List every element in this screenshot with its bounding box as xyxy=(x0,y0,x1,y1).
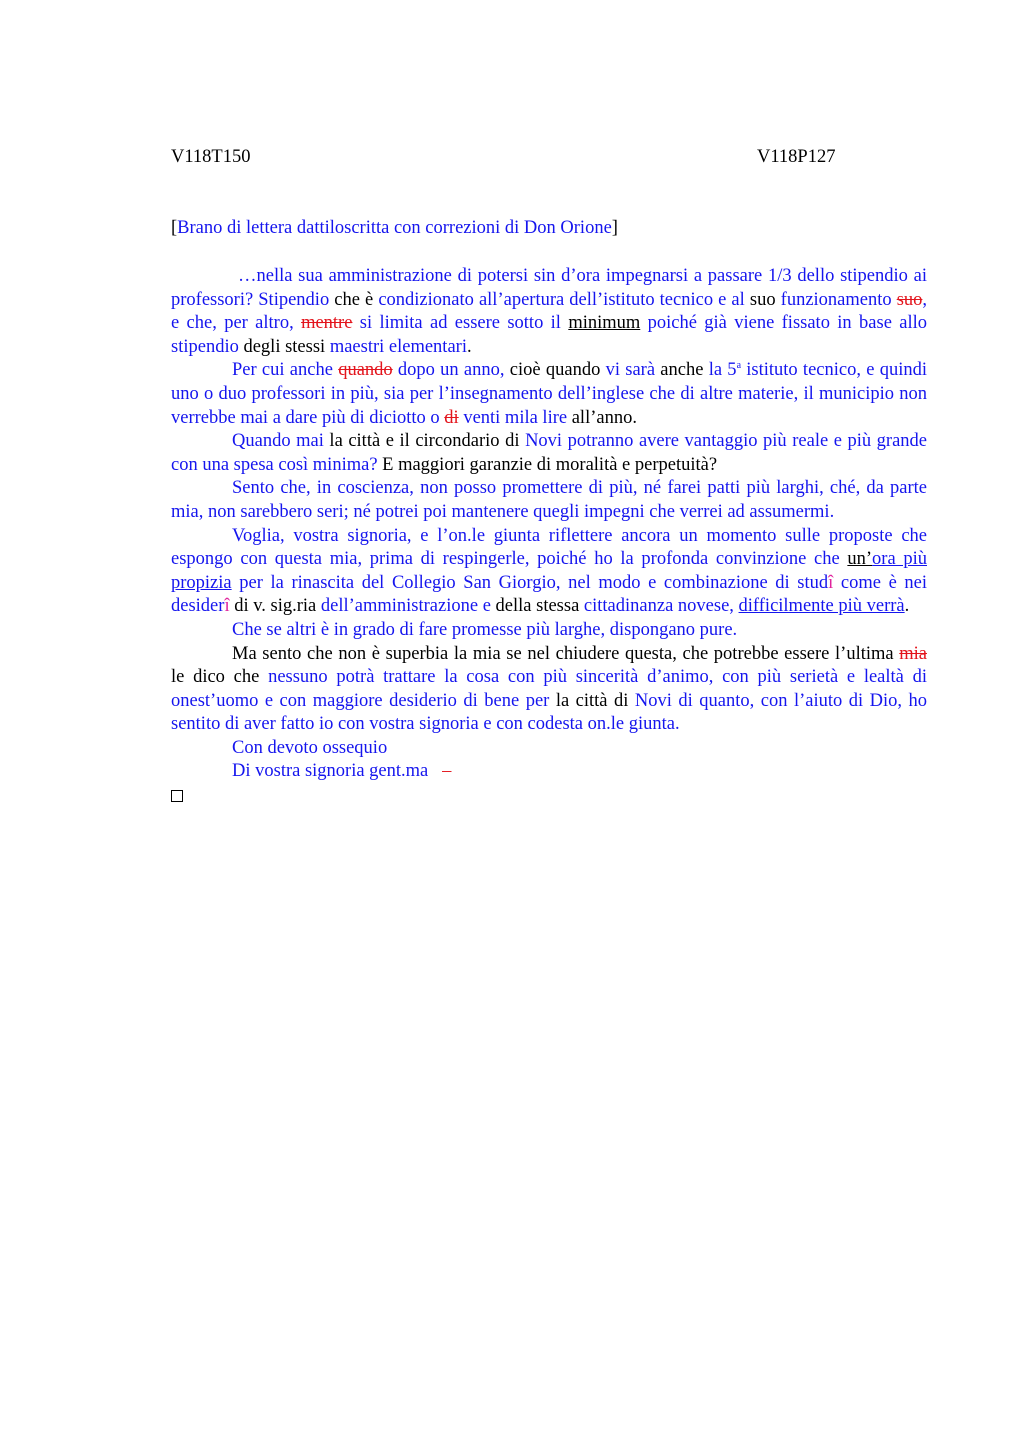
letter-body xyxy=(171,265,927,810)
text-span: della stessa xyxy=(490,596,584,617)
paragraph-2 xyxy=(171,359,927,430)
closing-line-1: Con devoto ossequio xyxy=(232,737,388,758)
text-span: maestri elementari xyxy=(329,336,467,357)
underlined-word: minimum xyxy=(568,313,641,334)
underlined-word: un’ xyxy=(847,549,873,570)
text-span: Novi di quanto, con l’aiuto di Dio, ho sentito di aver fatto io con vostra signoria e con codesta on.le giunta. xyxy=(171,690,927,735)
text-span: …nella sua amministrazione di potersi sin d’ora impegnarsi a passare 1/3 dello stipendio ai professori? Stipendio xyxy=(171,266,927,310)
text-span: che è xyxy=(329,289,379,310)
paragraph-6 xyxy=(171,619,927,643)
text-span: Che se altri è in grado di fare promesse più larghe, dispongano pure. xyxy=(232,619,738,640)
end-box-icon xyxy=(171,790,183,802)
superscript: a xyxy=(736,360,742,372)
red-dash: – xyxy=(442,761,452,782)
text-span: Voglia, vostra signoria, e l’on.le giunta riflettere ancora un momento sulle proposte che espongo con questa mia, prima di respingerle, poiché ho la profonda convinzione che xyxy=(171,525,927,570)
underlined-phrase: difficilmente più verrà xyxy=(738,596,905,617)
text-span: la città e il circondario di xyxy=(323,431,526,452)
deleted-word: suo xyxy=(896,289,923,310)
text-span: poiché già viene fissato in base allo stipendio xyxy=(171,313,927,357)
deleted-word: mentre xyxy=(301,313,353,334)
text-span: degli stessi xyxy=(238,336,330,357)
header-right-code: V118P127 xyxy=(757,147,836,167)
text-span: Per cui anche xyxy=(232,360,339,381)
text-span: la città di xyxy=(549,690,635,711)
text-span: Ma sento che non è superbia la mia se nel chiudere questa, che potrebbe essere l’ultima xyxy=(232,643,900,664)
text-span: anche xyxy=(655,360,709,381)
text-span: Sento che, in coscienza, non posso promettere di più, né farei patti più larghi, ché, da parte mia, non sarebbero seri; né potrei poi mantenere quegli impegni che verrei ad assumermi. xyxy=(171,478,927,522)
header-left-code: V118T150 xyxy=(171,147,251,167)
text-span: E maggiori garanzie di moralità e perpetuità? xyxy=(377,454,718,475)
closing-line-2 xyxy=(171,760,927,784)
text-span: . xyxy=(466,336,472,357)
text-span: suo xyxy=(744,289,781,310)
text-span: istituto tecnico, e quindi uno o duo professori in più, sia per l’insegnamento dell’inglese che di altre materie, il municipio non verrebbe mai a dare più di diciotto o xyxy=(171,360,927,428)
paragraph-3 xyxy=(171,430,927,477)
editorial-note xyxy=(171,217,931,241)
paragraph-5 xyxy=(171,525,927,619)
text-span: per la rinascita del Collegio San Giorgio, nel modo e combinazione di stud xyxy=(231,572,829,593)
text-span: cittadinanza novese, xyxy=(583,596,739,617)
text-span: dell’amministrazione e xyxy=(316,596,491,617)
text-span: all’anno. xyxy=(567,407,637,428)
accent-correction: î xyxy=(224,596,230,617)
note-close-bracket: ] xyxy=(611,218,618,238)
text-span: nessuno potrà trattare la cosa con più sincerità d’animo, con più serietà e lealtà di onest’uomo e con maggiore desiderio di bene per xyxy=(171,667,928,711)
text-span: Novi potranno xyxy=(525,431,634,452)
end-marker xyxy=(171,784,927,810)
deleted-word: mia xyxy=(899,643,927,664)
text-span: le dico che xyxy=(171,667,269,688)
text-span: cioè quando xyxy=(504,360,606,381)
paragraph-7 xyxy=(171,643,927,737)
text-span: di v. sig.ria xyxy=(229,596,317,617)
signature-formula: Di vostra signoria gent.ma xyxy=(232,761,429,782)
text-span: . xyxy=(904,596,910,617)
underlined-phrase: ora più propizia xyxy=(171,549,927,593)
text-span: venti mila lire xyxy=(458,407,568,428)
text-span: si limita ad essere sotto il xyxy=(352,313,569,334)
text-span: , e che, per altro, xyxy=(171,289,928,334)
text-span: dopo un anno, xyxy=(392,360,505,381)
text-span: come è nei desider xyxy=(171,572,928,617)
accent-correction: î xyxy=(828,572,834,593)
paragraph-4 xyxy=(171,477,927,524)
text-span: funzionamento xyxy=(780,289,897,310)
deleted-word: di xyxy=(444,407,459,428)
note-text: Brano di lettera dattiloscritta con correzioni di Don Orione xyxy=(177,218,612,238)
text-span: la 5 xyxy=(708,360,737,381)
text-span: vi sarà xyxy=(605,360,656,381)
note-open-bracket: [ xyxy=(171,218,178,238)
text-span: avere vantaggio più reale e più grande con una spesa così minima? xyxy=(171,431,928,475)
text-span: condizionato all’apertura dell’istituto tecnico e al xyxy=(378,289,745,310)
text-span: Quando mai xyxy=(232,431,324,452)
deleted-word: quando xyxy=(338,360,393,381)
paragraph-1 xyxy=(171,265,927,359)
